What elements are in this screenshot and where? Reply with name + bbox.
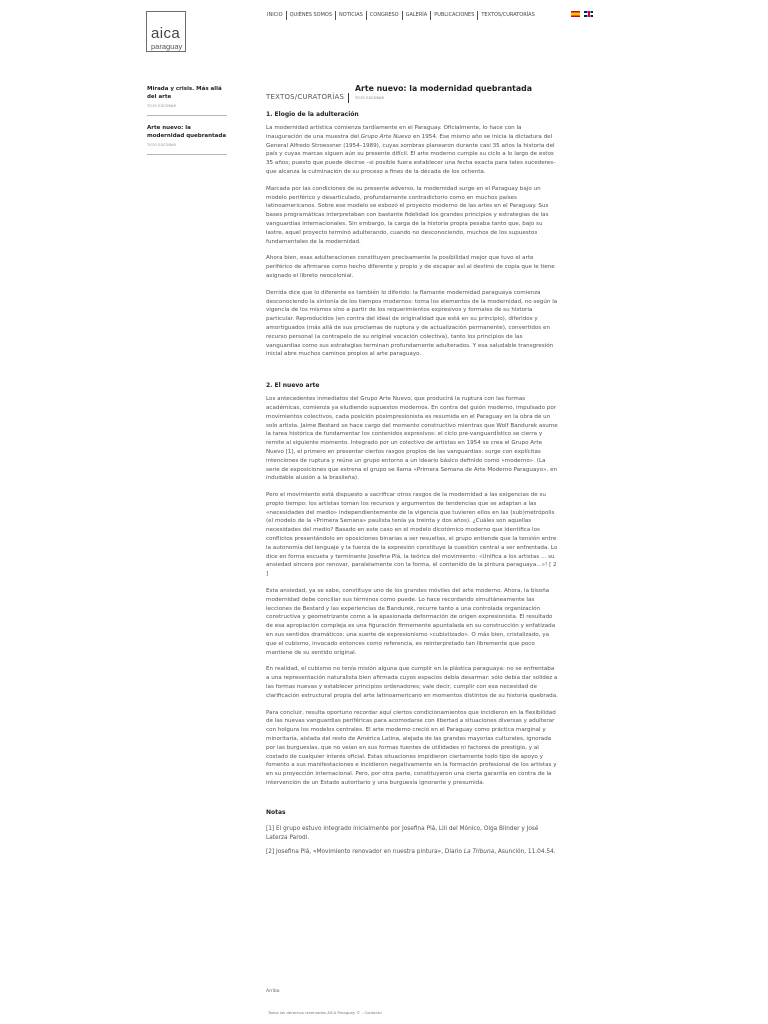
back-to-top-link[interactable]: Arriba — [266, 989, 280, 994]
section-heading-2: 2. El nuevo arte — [266, 382, 320, 390]
sidebar — [147, 85, 227, 163]
section-label: TEXTOS/CURATORÍAS — [266, 93, 345, 101]
nav-item-quienes-somos[interactable]: QUIÉNES SOMOS — [289, 12, 333, 18]
section-heading-1: 1. Elogio de la adulteración — [266, 111, 359, 118]
logo-text-paraguay: paraguay — [151, 42, 183, 51]
footnote-1: [1] El grupo estuvo integrado inicialmente por Josefina Plá, Lili del Mónico, Olga Blinder y José Laterza Parodi. — [266, 825, 539, 842]
paragraph: Esta ansiedad, ya se sabe, constituye uno de los grandes móviles del arte moderno. Ahora, la bisoña modernidad debe conciliar sus términos como puede. Lo hace recordando simultáneamente las lecciones de Bestard y las experiencias de Bandurek, recurre tanto a una controlada organización constructiva y geometrizante como a la apasionada deformación de origen expresionista. El resultado de esa apropiación compleja es una figuración firmemente apuntalada en su construcción y enfatizada en sus sentidos dramáticos: una suerte de expresionismo «cubistizado». O más bien, cristalizado, ya que el cubismo, invocado entonces como referencia, es reinterpretado tan libremente que poco mantiene de su sentido original. — [266, 588, 556, 656]
nav-item-textos-curatorias[interactable]: TEXTOS/CURATORÍAS — [481, 12, 535, 18]
nav-item-congreso[interactable]: CONGRESO — [369, 12, 399, 18]
copyright-text: Todos los derechos reservados AICA Paraguay © – — [268, 1010, 365, 1015]
nav-item-inicio[interactable]: INICIO — [267, 12, 283, 18]
paragraph: Marcada por las condiciones de su presente adverso, la modernidad surge en el Paraguay bajo un modelo periférico y desarticulado, profundamente contradictorio como en muchos países latinoamericanos. Sobre ese modelo se esbozó el proyecto moderno de las artes en el Paraguay. Sus bases programáticas interpretaban con bastante fidelidad los grandes principios y estrategias de las vanguardias internacionales. Sin embargo, la carga de la historia propia pesaba tanto que, bajo su lastre, aquel proyecto terminó adulterando, cuando no desconociendo, muchos de los supuestos fundamentales de la modernidad. — [266, 185, 549, 245]
paragraph: Los antecedentes inmediatos del Grupo Arte Nuevo, que producirá la ruptura con las formas académicas, comienza ya eludiendo supuestos modernos. En contra del guión moderno, impulsado por movimientos colectivos, cada posición posimpresionista es resumida en el Paraguay en la obra de un solo artista. Jaime Bestard se hace cargo del momento constructivo mientras que Wolf Bandurek asume la tarea histórica de fundamentar los contenidos expresivos: el ciclo pre-vanguardístico se cierra y remite al siguiente momento. Integrado por un colectivo de artistas en 1954 se crea el Grupo Arte Nuevo [1], el primero en presentar ciertos rasgos propios de las vanguardias: surge con explícitas intenciones de ruptura y reúne un grupo entorno a un ideario básico definido como «moderno». (La serie de exposiciones que estrena el grupo se llama «Primera Semana de Arte Moderno Paraguayo», en indudable alusión a la brasileña). — [266, 396, 558, 482]
contact-link[interactable]: Contacto — [364, 1010, 382, 1015]
article-author: TICIO ESCOBAR — [355, 96, 385, 100]
logo-text-aica: aica — [151, 25, 181, 42]
sidebar-item-author: TICIO ESCOBAR — [147, 143, 177, 147]
sidebar-item-mirada-y-crisis[interactable] — [147, 85, 227, 116]
sidebar-item-title: Mirada y crisis. Más allá del arte — [147, 86, 222, 100]
sidebar-item-arte-nuevo[interactable] — [147, 124, 227, 155]
article-title: Arte nuevo: la modernidad quebrantada — [355, 84, 532, 93]
article-body — [266, 110, 558, 861]
paragraph: Ahora bien, esas adulteraciones constituyen precisamente la posibilidad mejor que tuvo el arte periférico de afirmarse como hecho diferente y propio y de escapar así al destino de copia que le tiene asignado el libreto neocolonial. — [266, 255, 555, 279]
emphasis: La Tribuna — [463, 848, 495, 855]
sidebar-item-title: Arte nuevo: la modernidad quebrantada — [147, 125, 227, 139]
flag-es-icon[interactable] — [571, 11, 580, 17]
flag-en-icon[interactable] — [584, 11, 593, 17]
paragraph: Derrida dice que lo diferente es también lo diferido: la flamante modernidad paraguaya comienza desconociendo la sintonía de los tiempos modernos: toma los elementos de la modernidad, no según la vigencia de los mismos sino a partir de los requerimientos expresivos y formales de su historia particular. Reproducidos (en contra del ideal de originalidad que está en su principio), diferidos y amortiguados (más allá de sus proclamas de ruptura y de actualización permanente), convertidos en recurso personal (a contrapelo de su original vocación colectiva), tanto los principios de las vanguardias como sus estrategias terminan profundamente adulterados. Y esa saludable transgresión inicial abre muchos caminos propios al arte paraguayo. — [266, 289, 558, 358]
sidebar-item-author: TICIO ESCOBAR — [147, 104, 177, 108]
nav-item-publicaciones[interactable]: PUBLICACIONES — [434, 12, 475, 18]
footer — [268, 1010, 382, 1015]
section-divider — [348, 93, 349, 103]
emphasis: Grupo Arte Nuevo — [360, 133, 412, 140]
paragraph: Para concluir, resulta oportuno recordar aquí ciertos condicionamientos que incidieron en la flexibilidad de las nuevas vanguardias periféricas para acomodarse con libertad a situaciones diversas y adulterar con holgura los modelos centrales. El arte moderno creció en el Paraguay como práctica marginal y minoritaria, aislada del resto de América Latina, alejada de las grandes mayorías culturales, ignorada por las burguesías, que no veían en sus formas fuentes de utilidades ni factores de prestigio, y al costado de cualquier interés oficial. Estas situaciones impidieron ciertamente todo tipo de apoyo y fomento a sus manifestaciones e incidieron negativamente en la formación profesional de los artistas y en su proyección internacional. Pero, por otra parte, constituyeron una cierta garantía en contra de la intervención de un Estado autoritario y una burguesía ignorante y presumida. — [266, 709, 557, 786]
nav-item-noticias[interactable]: NOTICIAS — [339, 12, 363, 18]
notes-heading: Notas — [266, 808, 286, 816]
paragraph: La modernidad artística comienza tardíamente en el Paraguay. Oficialmente, lo hace con la inauguración de una muestra del Grupo Arte Nuevo en 1954. Ese mismo año se inicia la dictadura del General Alfredo Stroessner (1954–1989), cuyas sombras planearon durante casi 35 años la historia del país y cuyas marcas siguen aún su presente difícil. El arte moderno cumple su ciclo a lo largo de estos 35 años; puesto que puede decirse –si posible fuera establecer una fecha exacta para tales sucederes– que alcanza la culminación de su proceso a fines de la década de los ochenta. — [266, 125, 556, 175]
paragraph: Pero el movimiento está dispuesto a sacrificar otros rasgos de la modernidad a las exigencias de su propio tiempo: los artistas toman los recursos y argumentos de tendencias que se adaptan a las «necesidades del medio» independientemente de la vigencia que tuvieren ellos en las (sub)metrópolis (el modelo de la «Primera Semana» paulista tenía ya treinta y dos años). ¿Cuáles son aquellas necesidades del medio? Basado en este caso en el modelo dicotómico moderno que identifica los conflictos presentándolo en oposiciones binarias a ser resueltas, el grupo entiende que la tensión entre la autonomía del lenguaje y la fuerza de la expresión constituye la cuestión central a ser enfrentada. Lo dice en forma escueta y terminante Josefina Plá, la teórica del movimiento: «Unifica a los artistas ... su ansiedad sincera por renovar, paralelamente con la forma, el contenido de la pintura paraguaya...»! [ 2 ] — [266, 492, 558, 578]
paragraph: En realidad, el cubismo no tenía misión alguna que cumplir en la plástica paraguaya: no se enfrentaba a una representación naturalista bien afirmada cuyos espacios debía desarmar: sólo debía dar solidez a las formas nuevas y establecer principios ordenadores; vale decir, cumplir con esa necesidad de clarificación estructural propia del arte latinoamericano en momentos distintos de su historia quebrada. — [266, 666, 558, 699]
main-nav — [264, 10, 538, 20]
aica-logo[interactable] — [146, 11, 186, 52]
footnote-2: [2] Josefina Plá, «Movimiento renovador en nuestra pintura», Diario La Tribuna, Asunción, 11.04.54. — [266, 848, 556, 855]
nav-item-galeria[interactable]: GALERÍA — [405, 12, 428, 18]
